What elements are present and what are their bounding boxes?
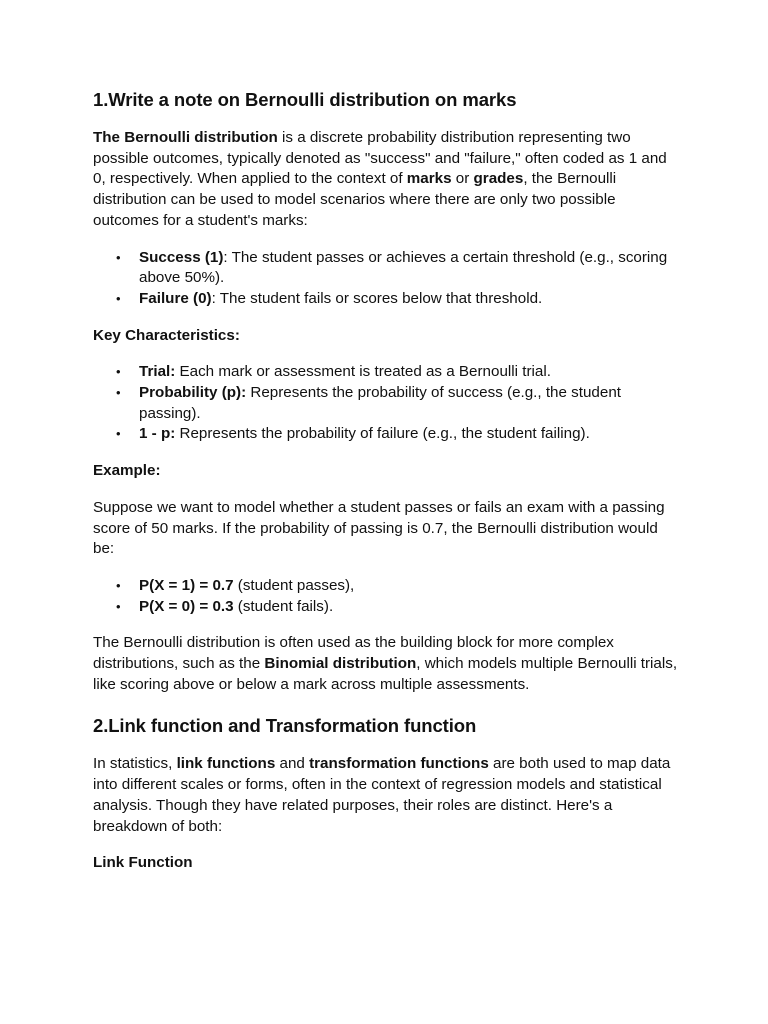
section1-heading: 1.Write a note on Bernoulli distribution on marks [93, 89, 517, 110]
section2-heading: 2.Link function and Transformation function [93, 715, 477, 737]
link-function-label: Link Function [93, 854, 193, 872]
binomial-term: Binomial distribution [264, 655, 417, 673]
link-functions-term: link functions [176, 755, 276, 773]
section2-intro: In statistics, link functions and transformation functions are both used to map data into different scales or forms, often in the context of regression models and statistical analysis. Though they have related purposes, their roles are distinct. Here's a breakdown of both: [93, 755, 671, 835]
example-text: Suppose we want to model whether a student passes or fails an exam with a passing score of 50 marks. If the probability of passing is 0.7, the Bernoulli distribution would be: [93, 498, 665, 558]
example-label: Example: [93, 462, 161, 480]
intro-bold-marks: marks [406, 170, 452, 188]
list-item: • P(X = 0) = 0.3 (student fails). [139, 597, 678, 618]
probabilities-list [93, 576, 678, 617]
list-item: • Trial: Each mark or assessment is treated as a Bernoulli trial. [139, 362, 678, 383]
section1-closing: The Bernoulli distribution is often used as the building block for more complex distributions, such as the Binomial distribution, which models multiple Bernoulli trials, like scoring above or below a mark across multiple assessments. [93, 634, 678, 693]
list-item: • Probability (p): Represents the probability of success (e.g., the student passing). [139, 383, 678, 424]
section1-intro: The Bernoulli distribution is a discrete probability distribution representing two possible outcomes, typically denoted as "success" and "failure," often coded as 1 and 0, respectively. When applied to the context of marks or grades, the Bernoulli distribution can be used to model scenarios where there are only two possible outcomes for a student's marks: [93, 129, 667, 229]
list-item: • 1 - p: Represents the probability of failure (e.g., the student failing). [139, 424, 678, 445]
key-characteristics-label: Key Characteristics: [93, 326, 240, 344]
intro-bold-term: The Bernoulli distribution [93, 129, 278, 146]
list-item: • P(X = 1) = 0.7 (student passes), [139, 576, 678, 597]
intro-bold-grades: grades [473, 170, 524, 188]
outcomes-list [93, 248, 678, 310]
list-item: • Failure (0): The student fails or scores below that threshold. [139, 289, 678, 310]
characteristics-list [93, 362, 678, 445]
transformation-functions-term: transformation functions [309, 755, 489, 773]
list-item: • Success (1): The student passes or achieves a certain threshold (e.g., scoring above 50%). [139, 248, 678, 289]
